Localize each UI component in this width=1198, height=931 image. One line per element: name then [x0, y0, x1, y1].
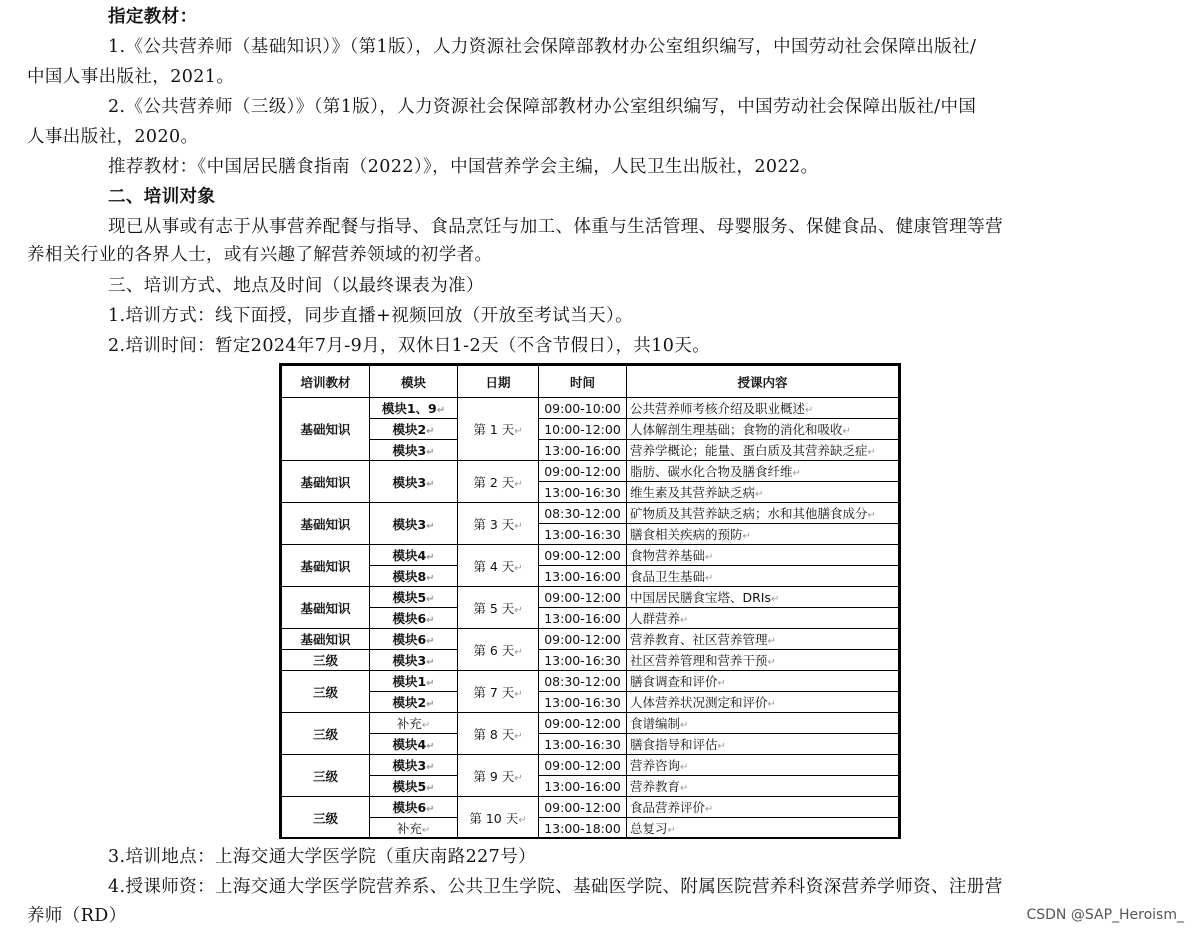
cell-content: 公共营养师考核介绍及职业概述↵	[627, 398, 899, 419]
cell-date: 第 6 天↵	[458, 629, 539, 671]
paragraph-mark-icon: ↵	[426, 573, 435, 584]
cell-date: 第 8 天↵	[458, 713, 539, 755]
cell-date: 第 10 天↵	[458, 797, 539, 839]
table-row	[282, 608, 899, 629]
cell-module: 模块3↵	[370, 440, 458, 461]
table-row	[282, 797, 899, 818]
paragraph-mark-icon: ↵	[767, 699, 776, 710]
paragraph-mark-icon: ↵	[805, 405, 814, 416]
cell-time: 09:00-12:00	[539, 629, 627, 650]
paragraph-mark-icon: ↵	[717, 678, 726, 689]
paragraph-mark-icon: ↵	[426, 741, 435, 752]
paragraph-mark-icon: ↵	[426, 783, 435, 794]
cell-content: 人体营养状况测定和评价↵	[627, 692, 899, 713]
cell-content: 社区营养管理和营养干预↵	[627, 650, 899, 671]
cell-book: 三级	[282, 713, 370, 755]
cell-module: 模块3↵	[370, 503, 458, 545]
schedule-table	[279, 363, 901, 839]
paragraph-mark-icon: ↵	[426, 594, 435, 605]
cell-time: 09:00-12:00	[539, 461, 627, 482]
cell-date: 第 4 天↵	[458, 545, 539, 587]
cell-time: 10:00-12:00	[539, 419, 627, 440]
paragraph-mark-icon: ↵	[426, 762, 435, 773]
paragraph-mark-icon: ↵	[426, 699, 435, 710]
cell-module: 模块5↵	[370, 776, 458, 797]
table-row	[282, 629, 899, 650]
paragraph-mark-icon: ↵	[680, 615, 689, 626]
cell-module: 模块6↵	[370, 608, 458, 629]
cell-book: 基础知识	[282, 398, 370, 461]
cell-time: 13:00-16:30	[539, 734, 627, 755]
cell-content: 人群营养↵	[627, 608, 899, 629]
cell-book: 三级	[282, 755, 370, 797]
paragraph-line: 2.培训时间：暂定2024年7月-9月，双休日1-2天（不含节假日），共10天。	[108, 336, 711, 356]
cell-time: 08:30-12:00	[539, 671, 627, 692]
paragraph-mark-icon: ↵	[421, 720, 431, 731]
table-header-row	[282, 366, 899, 398]
paragraph-mark-icon: ↵	[717, 741, 726, 752]
table-row	[282, 419, 899, 440]
paragraph-mark-icon: ↵	[680, 720, 689, 731]
cell-date: 第 7 天↵	[458, 671, 539, 713]
table-row	[282, 692, 899, 713]
table-row	[282, 734, 899, 755]
cell-book: 基础知识	[282, 545, 370, 587]
cell-module: 模块4↵	[370, 734, 458, 755]
table-row	[282, 398, 899, 419]
paragraph-mark-icon: ↵	[680, 783, 689, 794]
heading-textbooks: 指定教材：	[108, 7, 198, 27]
header-time: 时间	[539, 366, 627, 398]
paragraph-line: 中国人事出版社，2021。	[27, 67, 235, 87]
cell-book: 基础知识	[282, 461, 370, 503]
cell-content: 脂肪、碳水化合物及膳食纤维↵	[627, 461, 899, 482]
table-row	[282, 503, 899, 524]
table-row	[282, 461, 899, 482]
paragraph-mark-icon: ↵	[667, 825, 676, 836]
cell-content: 膳食相关疾病的预防↵	[627, 524, 899, 545]
cell-date: 第 1 天↵	[458, 398, 539, 461]
table-row	[282, 713, 899, 734]
cell-content: 食谱编制↵	[627, 713, 899, 734]
cell-content: 食物营养基础↵	[627, 545, 899, 566]
paragraph-mark-icon: ↵	[514, 604, 523, 616]
heading-method: 三、培训方式、地点及时间（以最终课表为准）	[108, 276, 484, 296]
paragraph-line: 3.培训地点：上海交通大学医学院（重庆南路227号）	[108, 847, 536, 867]
cell-content: 维生素及其营养缺乏病↵	[627, 482, 899, 503]
cell-content: 总复习↵	[627, 818, 899, 839]
table-row	[282, 671, 899, 692]
paragraph-mark-icon: ↵	[426, 678, 435, 689]
table-row	[282, 755, 899, 776]
paragraph-mark-icon: ↵	[426, 615, 435, 626]
cell-time: 13:00-16:30	[539, 650, 627, 671]
paragraph-line: 人事出版社，2020。	[27, 127, 199, 147]
cell-content: 膳食指导和评估↵	[627, 734, 899, 755]
paragraph-mark-icon: ↵	[426, 447, 435, 458]
cell-module: 模块1↵	[370, 671, 458, 692]
cell-content: 食品营养评价↵	[627, 797, 899, 818]
cell-content: 中国居民膳食宝塔、DRIs↵	[627, 587, 899, 608]
table-row	[282, 818, 899, 839]
cell-content: 膳食调查和评价↵	[627, 671, 899, 692]
paragraph-mark-icon: ↵	[518, 814, 527, 826]
table-row	[282, 587, 899, 608]
table-row	[282, 545, 899, 566]
paragraph-line: 现已从事或有志于从事营养配餐与指导、食品烹饪与加工、体重与生活管理、母婴服务、保健食品、健康管理等营	[108, 217, 1003, 237]
paragraph-line: 4.授课师资：上海交通大学医学院营养系、公共卫生学院、基础医学院、附属医院营养科资深营养学师资、注册营	[108, 877, 1003, 897]
cell-time: 09:00-12:00	[539, 755, 627, 776]
cell-time: 13:00-16:00	[539, 440, 627, 461]
paragraph-line: 2.《公共营养师（三级）》（第1版），人力资源社会保障部教材办公室组织编写，中国劳动社会保障出版社/中国	[108, 97, 977, 117]
cell-time: 13:00-18:00	[539, 818, 627, 839]
cell-book: 基础知识	[282, 629, 370, 650]
cell-content: 人体解剖生理基础；食物的消化和吸收↵	[627, 419, 899, 440]
cell-date: 第 9 天↵	[458, 755, 539, 797]
paragraph-mark-icon: ↵	[514, 646, 523, 658]
cell-content: 营养教育↵	[627, 776, 899, 797]
cell-module: 模块8↵	[370, 566, 458, 587]
cell-content: 营养学概论；能量、蛋白质及其营养缺乏症↵	[627, 440, 899, 461]
paragraph-mark-icon: ↵	[426, 636, 435, 647]
heading-trainees: 二、培训对象	[108, 187, 216, 207]
cell-time: 13:00-16:00	[539, 608, 627, 629]
paragraph-mark-icon: ↵	[705, 804, 714, 815]
cell-time: 13:00-16:30	[539, 482, 627, 503]
cell-time: 13:00-16:30	[539, 524, 627, 545]
header-module: 模块	[370, 366, 458, 398]
paragraph-mark-icon: ↵	[742, 531, 751, 542]
paragraph-mark-icon: ↵	[426, 478, 435, 490]
cell-time: 13:00-16:00	[539, 566, 627, 587]
cell-content: 营养咨询↵	[627, 755, 899, 776]
paragraph-mark-icon: ↵	[842, 426, 851, 437]
table-row	[282, 566, 899, 587]
cell-module: 模块4↵	[370, 545, 458, 566]
cell-time: 09:00-12:00	[539, 797, 627, 818]
paragraph-mark-icon: ↵	[426, 426, 435, 437]
paragraph-mark-icon: ↵	[514, 688, 523, 700]
paragraph-mark-icon: ↵	[755, 489, 764, 500]
table-row	[282, 650, 899, 671]
table-row	[282, 440, 899, 461]
cell-time: 08:30-12:00	[539, 503, 627, 524]
paragraph-mark-icon: ↵	[680, 762, 689, 773]
cell-module: 模块2↵	[370, 692, 458, 713]
cell-module: 模块6↵	[370, 629, 458, 650]
cell-date: 第 5 天↵	[458, 587, 539, 629]
paragraph-line: 1.培训方式：线下面授，同步直播+视频回放（开放至考试当天）。	[108, 306, 634, 326]
cell-module: 补充↵	[370, 713, 458, 734]
cell-module: 模块6↵	[370, 797, 458, 818]
cell-time: 13:00-16:00	[539, 776, 627, 797]
cell-book: 三级	[282, 797, 370, 839]
cell-time: 09:00-12:00	[539, 713, 627, 734]
cell-content: 矿物质及其营养缺乏病；水和其他膳食成分↵	[627, 503, 899, 524]
paragraph-mark-icon: ↵	[705, 552, 714, 563]
header-book: 培训教材	[282, 366, 370, 398]
cell-module: 模块3↵	[370, 650, 458, 671]
cell-time: 13:00-16:30	[539, 692, 627, 713]
paragraph-mark-icon: ↵	[421, 825, 431, 836]
header-content: 授课内容	[627, 366, 899, 398]
paragraph-mark-icon: ↵	[867, 447, 876, 458]
paragraph-mark-icon: ↵	[426, 520, 435, 532]
paragraph-line: 养相关行业的各界人士，或有兴趣了解营养领域的初学者。	[27, 245, 493, 265]
cell-content: 营养教育、社区营养管理↵	[627, 629, 899, 650]
cell-date: 第 2 天↵	[458, 461, 539, 503]
paragraph-mark-icon: ↵	[514, 478, 523, 490]
paragraph-mark-icon: ↵	[867, 510, 876, 521]
paragraph-mark-icon: ↵	[426, 804, 435, 815]
paragraph-mark-icon: ↵	[426, 552, 435, 563]
paragraph-line: 推荐教材：《中国居民膳食指南（2022）》，中国营养学会主编，人民卫生出版社，2022。	[108, 157, 819, 177]
cell-module: 模块5↵	[370, 587, 458, 608]
cell-book: 基础知识	[282, 587, 370, 629]
cell-module: 补充↵	[370, 818, 458, 839]
cell-module: 模块3↵	[370, 755, 458, 776]
cell-module: 模块2↵	[370, 419, 458, 440]
paragraph-mark-icon: ↵	[705, 573, 714, 584]
watermark: CSDN @SAP_Heroism_	[1026, 907, 1184, 923]
paragraph-mark-icon: ↵	[792, 468, 801, 479]
cell-time: 09:00-12:00	[539, 587, 627, 608]
header-date: 日期	[458, 366, 539, 398]
cell-book: 三级	[282, 650, 370, 671]
cell-date: 第 3 天↵	[458, 503, 539, 545]
cell-module: 模块1、9↵	[370, 398, 458, 419]
paragraph-mark-icon: ↵	[514, 772, 523, 784]
paragraph-mark-icon: ↵	[767, 636, 776, 647]
cell-book: 基础知识	[282, 503, 370, 545]
cell-time: 09:00-10:00	[539, 398, 627, 419]
paragraph-mark-icon: ↵	[514, 562, 523, 574]
paragraph-mark-icon: ↵	[514, 520, 523, 532]
paragraph-mark-icon: ↵	[514, 426, 523, 437]
cell-module: 模块3↵	[370, 461, 458, 503]
cell-book: 三级	[282, 671, 370, 713]
paragraph-line: 养师（RD）	[27, 906, 127, 926]
cell-time: 09:00-12:00	[539, 545, 627, 566]
paragraph-mark-icon: ↵	[436, 405, 446, 416]
paragraph-mark-icon: ↵	[771, 594, 780, 605]
paragraph-mark-icon: ↵	[514, 730, 523, 742]
paragraph-mark-icon: ↵	[426, 657, 435, 668]
cell-content: 食品卫生基础↵	[627, 566, 899, 587]
paragraph-line: 1.《公共营养师（基础知识）》（第1版），人力资源社会保障部教材办公室组织编写，中国劳动社会保障出版社/	[108, 37, 977, 57]
paragraph-mark-icon: ↵	[767, 657, 776, 668]
table-row	[282, 776, 899, 797]
